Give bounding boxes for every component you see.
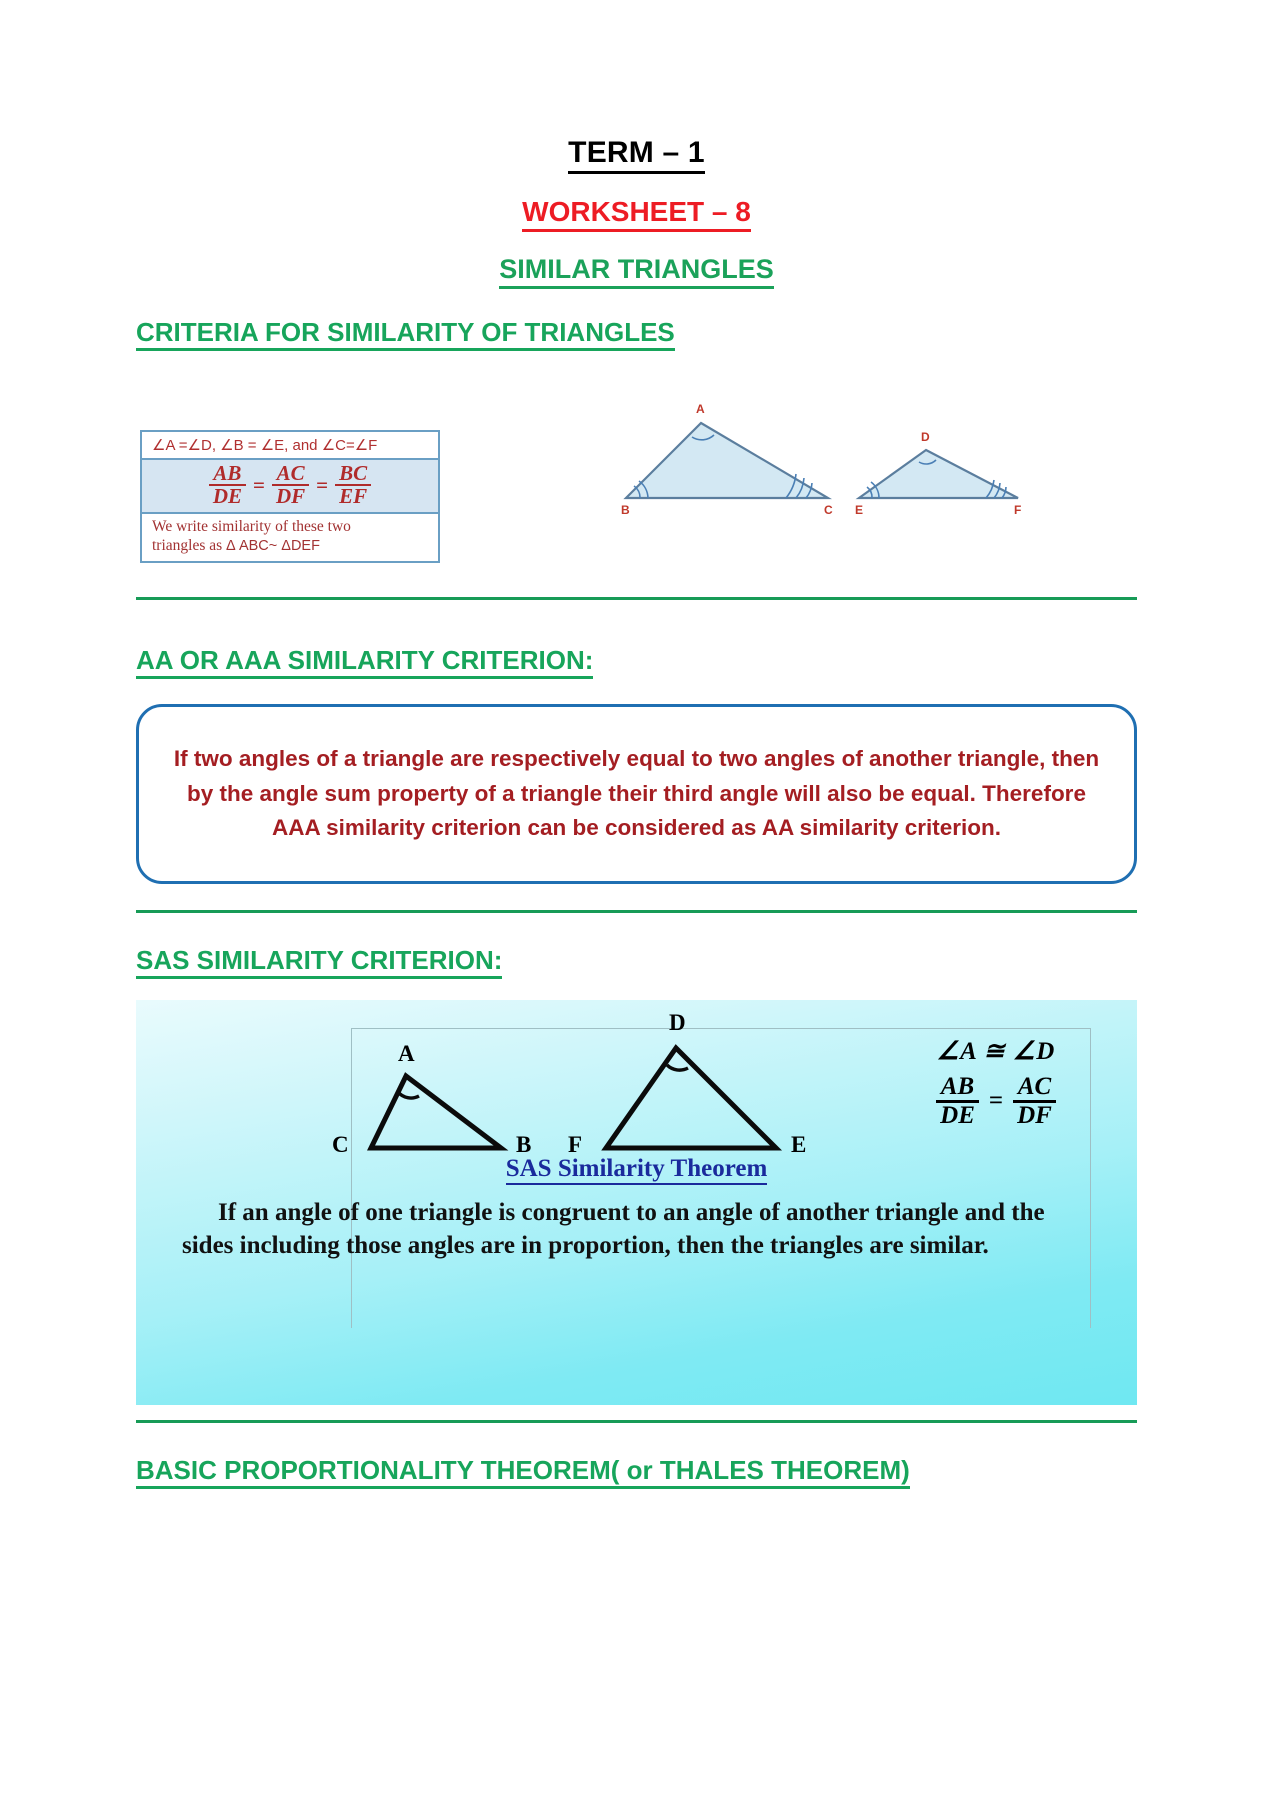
angle-congruence-text: ∠A ≅ ∠D	[936, 1038, 1056, 1065]
page-title-topic	[0, 228, 1273, 285]
similar-triangles-diagram	[606, 390, 1026, 555]
fraction-ab-de	[209, 463, 246, 508]
fraction-numerator: AB	[940, 1073, 975, 1100]
page-title-term	[0, 0, 1273, 170]
fraction-denominator: DE	[936, 1100, 979, 1129]
triangle-def-shape	[859, 450, 1018, 498]
divider-after-sas	[136, 1420, 1137, 1423]
page-title-worksheet	[0, 170, 1273, 228]
fraction-numerator: AC	[1017, 1073, 1052, 1100]
angle-arc-a-small	[398, 1092, 419, 1098]
similarity-note-line1: We write similarity of these two	[152, 517, 351, 535]
similarity-note-math: Δ ABC~ ΔDEF	[226, 538, 320, 555]
fraction-numerator: AB	[213, 461, 242, 485]
page-title-topic-text: SIMILAR TRIANGLES	[499, 254, 774, 289]
section-heading-sas-text: SAS SIMILARITY CRITERION:	[136, 945, 502, 979]
section-heading-bpt-wrapper	[0, 1455, 1273, 1486]
page-title-worksheet-text: WORKSHEET – 8	[522, 196, 751, 232]
equals-sign: =	[316, 472, 329, 497]
triangle-acb-shape	[371, 1076, 501, 1148]
triangle-abc-shape	[626, 423, 828, 498]
sas-theorem-body: If an angle of one triangle is congruent to an angle of another triangle and the sides including those angles are in proportion, then the triangles are similar.	[182, 1199, 1045, 1259]
fraction-ab-de	[936, 1074, 979, 1128]
section-heading-sas	[0, 945, 1273, 976]
sas-vertex-label-b: B	[516, 1132, 532, 1157]
section-heading-aa-wrapper	[0, 645, 1273, 676]
fraction-numerator: BC	[339, 461, 368, 485]
triangle-dfe-shape	[606, 1048, 776, 1148]
triangles-svg	[606, 390, 1026, 555]
sas-vertex-label-a: A	[398, 1041, 415, 1066]
angle-equalities-text: ∠A =∠D, ∠B = ∠E, and ∠C=∠F	[142, 432, 438, 460]
criteria-figure	[136, 402, 1137, 558]
equals-sign: =	[988, 1087, 1004, 1114]
sas-vertex-label-f: F	[568, 1132, 583, 1157]
vertex-label-f: F	[1014, 503, 1022, 517]
similarity-note-line2	[152, 536, 430, 555]
fraction-ac-df	[1013, 1074, 1056, 1128]
vertex-label-c: C	[824, 503, 833, 517]
sas-ratio-equation	[891, 1074, 1101, 1128]
vertex-label-b: B	[621, 503, 630, 517]
fraction-denominator: EF	[335, 484, 371, 507]
sas-theorem-title-text: SAS Similarity Theorem	[506, 1155, 768, 1185]
sas-theorem-title	[136, 1155, 1137, 1183]
section-heading-bpt	[0, 1455, 1273, 1486]
similarity-note-prefix: triangles as	[152, 537, 227, 555]
fraction-bc-ef	[335, 463, 371, 508]
fraction-numerator: AC	[276, 461, 305, 485]
page-title-term-text: TERM – 1	[568, 136, 705, 174]
section-heading-sas-wrapper	[0, 945, 1273, 976]
aa-criterion-box	[136, 704, 1137, 884]
divider-after-aa	[136, 910, 1137, 913]
fraction-ac-df	[272, 463, 309, 508]
divider-after-criteria	[136, 597, 1137, 600]
vertex-label-d: D	[921, 430, 930, 444]
equals-sign: =	[253, 472, 265, 497]
section-heading-aa	[0, 645, 1273, 676]
fraction-denominator: DE	[209, 484, 246, 507]
sas-formula-block	[891, 1036, 1101, 1128]
fraction-denominator: DF	[272, 484, 309, 507]
sas-vertex-label-c: C	[332, 1132, 349, 1157]
vertex-label-a: A	[696, 402, 705, 416]
vertex-label-e: E	[855, 503, 864, 517]
section-heading-aa-text: AA OR AAA SIMILARITY CRITERION:	[136, 645, 593, 679]
sas-theorem-figure	[136, 1000, 1137, 1405]
section-heading-criteria-text: CRITERIA FOR SIMILARITY OF TRIANGLES	[136, 317, 675, 351]
side-ratio-equation	[142, 460, 438, 514]
sas-vertex-label-d: D	[669, 1010, 686, 1035]
angle-arc-d-large	[667, 1065, 688, 1070]
section-heading-bpt-text: BASIC PROPORTIONALITY THEOREM( or THALES THEOREM)	[136, 1455, 910, 1489]
sas-vertex-label-e: E	[791, 1132, 807, 1157]
similarity-ratio-box	[140, 430, 440, 563]
section-heading-criteria	[0, 285, 1273, 348]
similarity-note	[142, 514, 438, 561]
fraction-denominator: DF	[1013, 1100, 1056, 1129]
aa-criterion-text: If two angles of a triangle are respectively equal to two angles of another triangle, then by the angle sum property of a triangle their third angle will also be equal. Therefore AAA similarity criterion can be considered as AA similarity criterion.	[173, 745, 1100, 841]
